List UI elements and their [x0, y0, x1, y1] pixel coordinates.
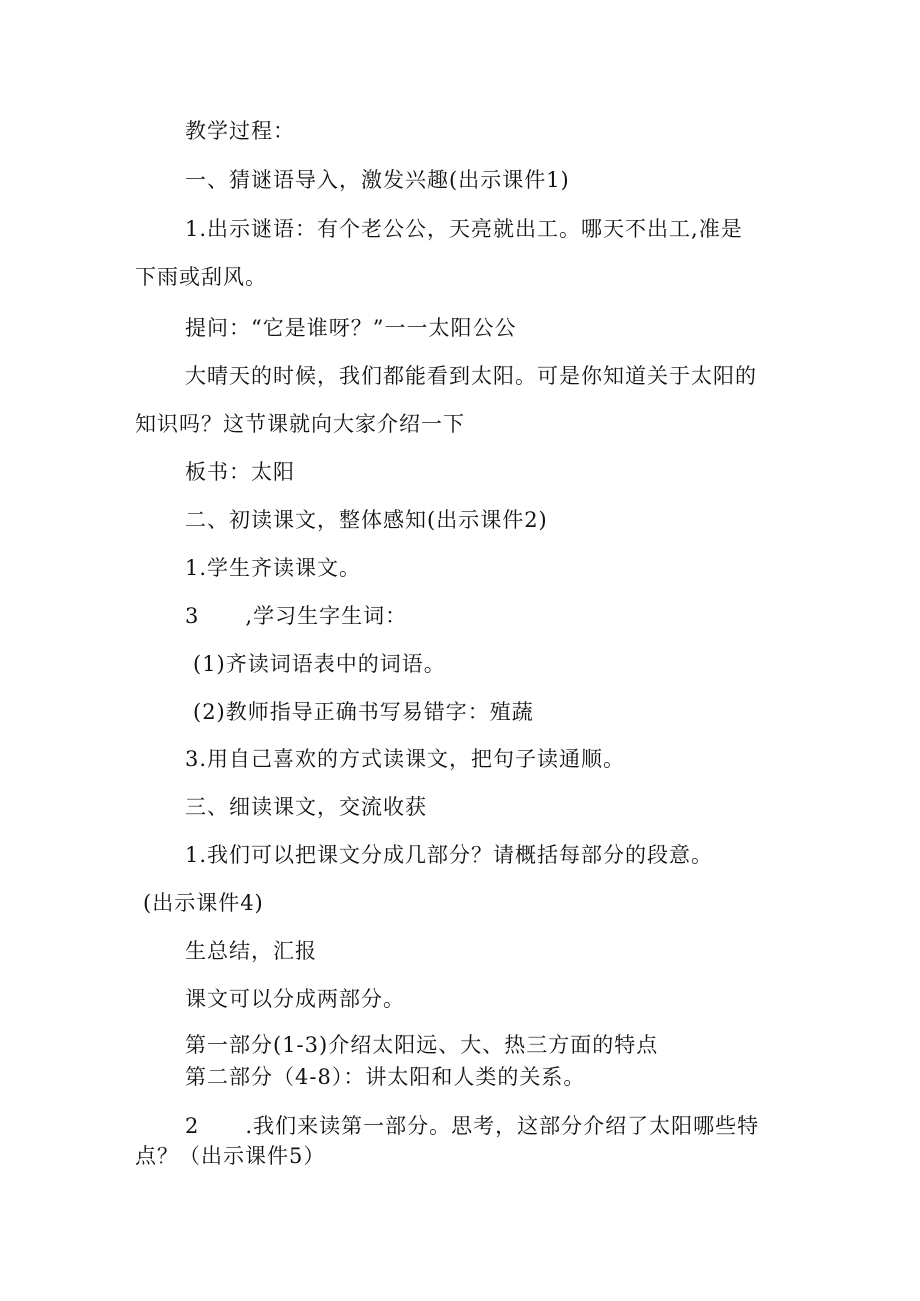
section-heading-2: 二、初读课文，整体感知(出示课件2): [185, 508, 548, 532]
list-item-read-aloud: 1.学生齐读课文。: [185, 556, 362, 580]
list-item-divide-text: 1.我们可以把课文分成几部分？请概括每部分的段意。: [185, 843, 714, 867]
paragraph-sunny-line-2: 知识吗？这节课就向大家介绍一下: [135, 412, 465, 436]
paragraph-two-parts: 课文可以分成两部分。: [185, 987, 405, 1011]
paragraph-sunny-line-1: 大晴天的时候，我们都能看到太阳。可是你知道关于太阳的: [185, 364, 757, 388]
paragraph-part-two: 第二部分（4-8）：讲太阳和人类的关系。: [185, 1065, 586, 1089]
paragraph-blackboard: 板书：太阳: [185, 460, 295, 484]
paragraph-summary: 生总结，汇报: [185, 939, 317, 963]
section-heading-1: 一、猜谜语导入，激发兴趣(出示课件1): [185, 168, 570, 192]
list-item-new-words: 3 ,学习生字生词：: [185, 604, 408, 628]
list-item-read-part-one-line-1: 2 .我们来读第一部分。思考，这部分介绍了太阳哪些特: [185, 1114, 760, 1138]
paragraph-courseware-4: (出示课件4): [143, 891, 264, 915]
heading-teaching-process: 教学过程：: [185, 119, 295, 143]
paragraph-part-one: 第一部分(1-3)介绍太阳远、大、热三方面的特点: [185, 1033, 659, 1057]
paragraph-riddle-line-1: 1.出示谜语：有个老公公，天亮就出工。哪天不出工,准是: [185, 217, 743, 241]
list-item-read-fluently: 3.用自己喜欢的方式读课文，把句子读通顺。: [185, 747, 626, 771]
section-heading-3: 三、细读课文，交流收获: [185, 795, 427, 819]
paragraph-question: 提问：“它是谁呀？”一一太阳公公: [185, 316, 517, 340]
paragraph-riddle-line-2: 下雨或刮风。: [135, 265, 267, 289]
list-item-read-part-one-line-2: 点？（出示课件5）: [135, 1144, 326, 1168]
sub-item-2: (2)教师指导正确书写易错字：殖蔬: [193, 700, 534, 724]
sub-item-1: (1)齐读词语表中的词语。: [193, 652, 446, 676]
